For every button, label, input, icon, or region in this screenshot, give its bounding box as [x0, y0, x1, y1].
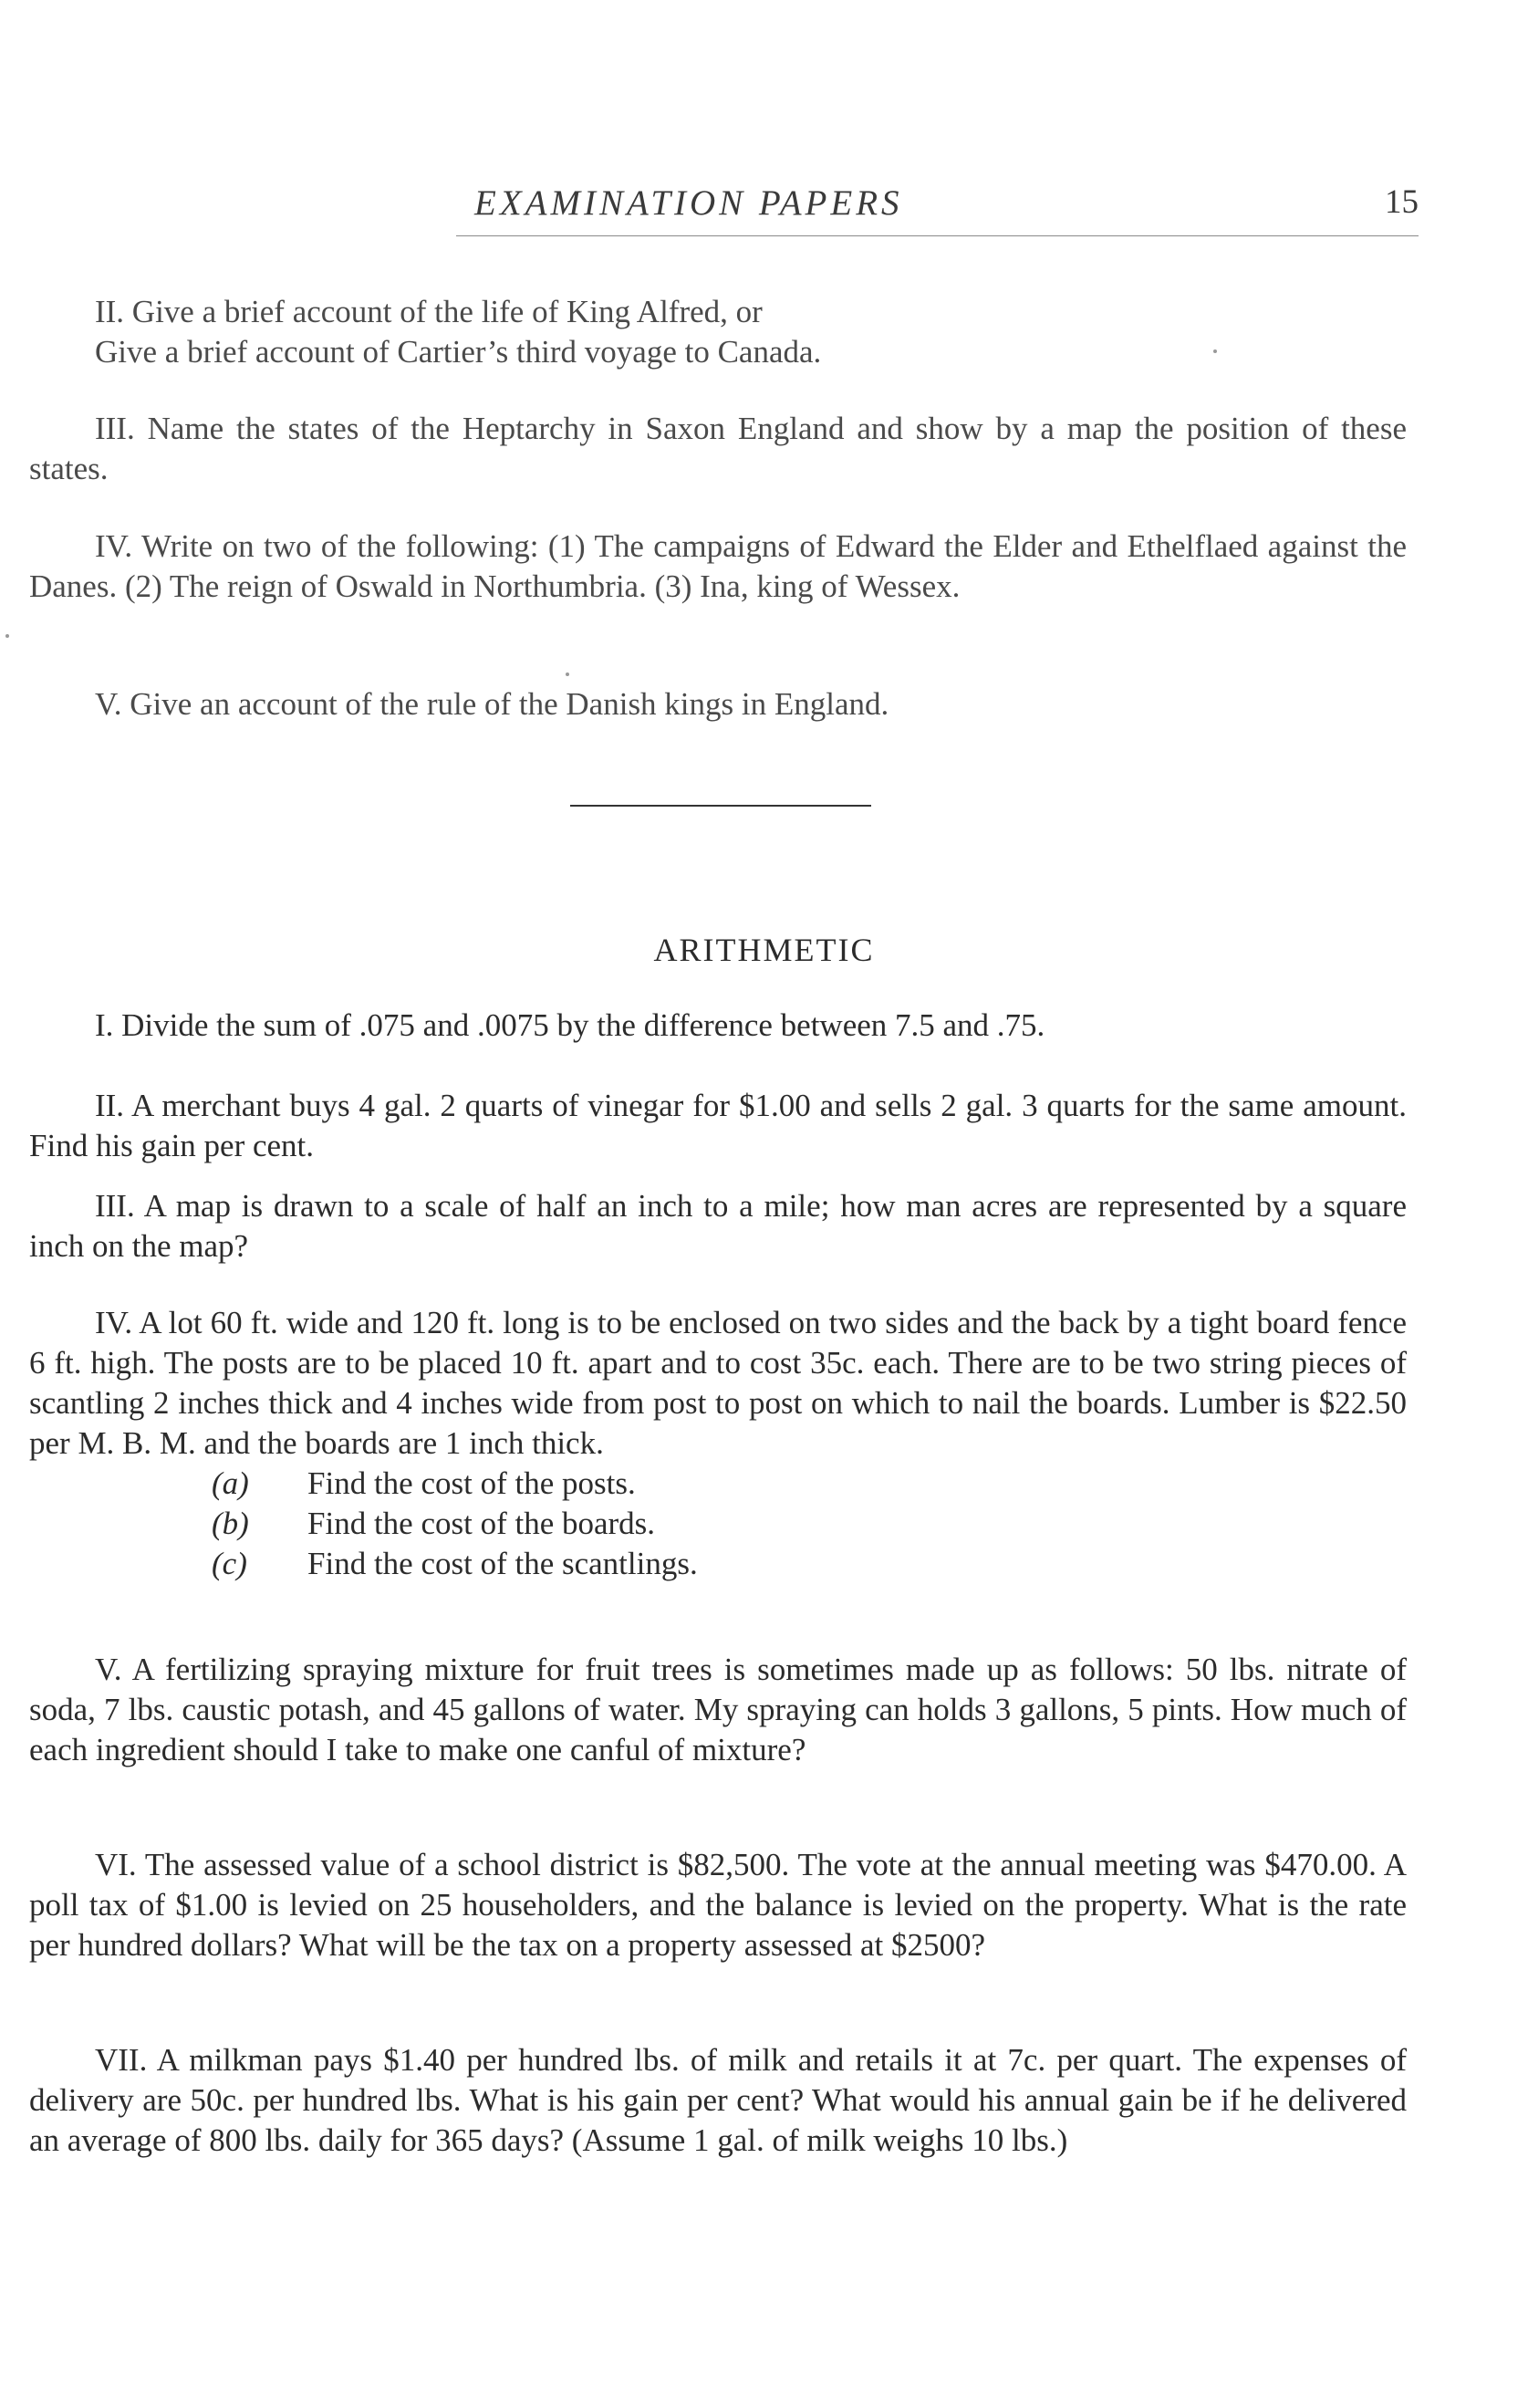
history-question-2 [29, 292, 1407, 372]
arithmetic-q4-parts [212, 1464, 1407, 1584]
part-text: Find the cost of the boards. [307, 1506, 656, 1541]
history-question-5 [29, 684, 1407, 724]
part-text: Find the cost of the posts. [307, 1465, 636, 1501]
header-rule [456, 235, 1419, 236]
arithmetic-q4-part-b [212, 1504, 1407, 1544]
arithmetic-q1-text: I. Divide the sum of .075 and .0075 by the difference between 7.5 and .75. [95, 1007, 1045, 1043]
arithmetic-q5-text: V. A fertilizing spraying mixture for fruit trees is sometimes made up as follows: 50 lbs. nitrate of soda, 7 lbs. caustic potash, and 45 gallons of water. My spraying can holds 3 gallons, 5 pints. How much of each ingredient should I take to make one canful of mixture? [29, 1652, 1407, 1767]
section-heading-arithmetic: ARITHMETIC [653, 932, 875, 968]
arithmetic-question-6 [29, 1845, 1407, 1965]
page-header [456, 182, 1419, 245]
history-question-3 [29, 409, 1407, 489]
arithmetic-q4-part-a [212, 1464, 1407, 1504]
arithmetic-q3-text: III. A map is drawn to a scale of half an inch to a mile; how man acres are represented by a square inch on the map? [29, 1188, 1407, 1264]
section-divider [570, 805, 871, 807]
arithmetic-q2-text: II. A merchant buys 4 gal. 2 quarts of vinegar for $1.00 and sells 2 gal. 3 quarts for the same amount. Find his gain per cent. [29, 1088, 1407, 1163]
arithmetic-question-5 [29, 1650, 1407, 1770]
arithmetic-question-1 [29, 1006, 1407, 1046]
page-number: 15 [1385, 183, 1419, 221]
history-question-4 [29, 526, 1407, 607]
history-q4-text: IV. Write on two of the following: (1) The campaigns of Edward the Elder and Ethelflaed against the Danes. (2) The reign of Oswald in Northumbria. (3) Ina, king of Wessex. [29, 528, 1407, 604]
part-marker: (b) [212, 1506, 249, 1541]
arithmetic-question-7 [29, 2040, 1407, 2161]
part-marker: (c) [212, 1546, 247, 1581]
history-q5-text: V. Give an account of the rule of the Danish kings in England. [95, 686, 889, 722]
scan-speck [566, 672, 569, 676]
history-q3-text: III. Name the states of the Heptarchy in Saxon England and show by a map the position of these states. [29, 411, 1407, 486]
arithmetic-question-2 [29, 1086, 1407, 1166]
arithmetic-question-3 [29, 1186, 1407, 1267]
arithmetic-question-4 [29, 1303, 1407, 1584]
scan-speck [1213, 349, 1217, 353]
arithmetic-q4-part-c [212, 1544, 1407, 1584]
running-title: EXAMINATION PAPERS [474, 183, 903, 223]
part-marker: (a) [212, 1465, 249, 1501]
arithmetic-q7-text: VII. A milkman pays $1.40 per hundred lbs. of milk and retails it at 7c. per quart. The expenses of delivery are 50c. per hundred lbs. What is his gain per cent? What would his annual gain be if he delivered an average of 800 lbs. daily for 365 days? (Assume 1 gal. of milk weighs 10 lbs.) [29, 2042, 1407, 2158]
scan-speck [5, 634, 9, 638]
history-q2-line1: II. Give a brief account of the life of King Alfred, or [95, 294, 763, 329]
arithmetic-q4-text: IV. A lot 60 ft. wide and 120 ft. long is to be enclosed on two sides and the back by a tight board fence 6 ft. high. The posts are to be placed 10 ft. apart and to cost 35c. each. There are to be two string pieces of scantling 2 inches thick and 4 inches wide from post to post on which to nail the boards. Lumber is $22.50 per M. B. M. and the boards are 1 inch thick. [29, 1305, 1407, 1461]
part-text: Find the cost of the scantlings. [307, 1546, 698, 1581]
arithmetic-q6-text: VI. The assessed value of a school district is $82,500. The vote at the annual meeting was $470.00. A poll tax of $1.00 is levied on 25 householders, and the balance is levied on the property. What is the rate per hundred dollars? What will be the tax on a property assessed at $2500? [29, 1847, 1407, 1963]
history-q2-line2: Give a brief account of Cartier’s third voyage to Canada. [95, 334, 822, 370]
